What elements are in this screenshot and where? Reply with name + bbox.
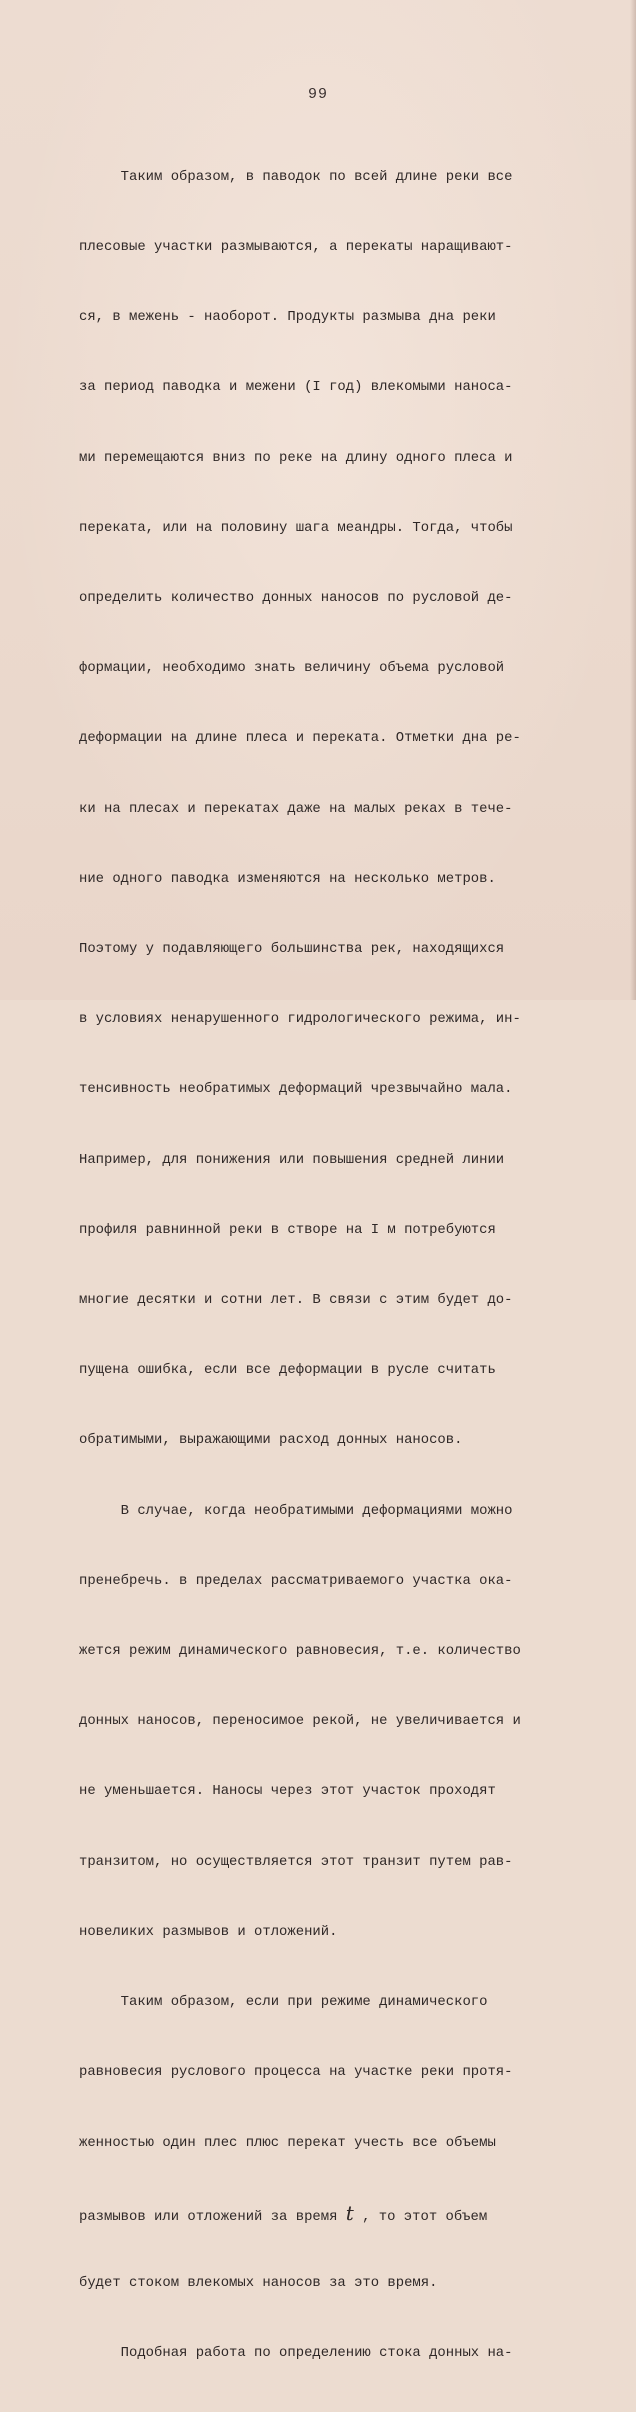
text-line: не уменьшается. Наносы через этот участок проходят bbox=[79, 1783, 496, 1800]
text-line: переката, или на половину шага меандры. Тогда, чтобы bbox=[79, 519, 513, 536]
time-symbol: t bbox=[345, 2200, 354, 2225]
text-line: за период паводка и межени (I год) влекомыми наноса- bbox=[79, 379, 513, 396]
text-line: ми перемещаются вниз по реке на длину одного плеса и bbox=[79, 449, 513, 466]
text-line: ки на плесах и перекатах даже на малых реках в тече- bbox=[79, 800, 513, 817]
text-line: ние одного паводка изменяются на несколько метров. bbox=[79, 870, 496, 887]
text-line: тенсивность необратимых деформаций чрезвычайно мала. bbox=[79, 1081, 513, 1098]
text-fragment: размывов или отложений за время bbox=[79, 2208, 346, 2225]
body-text bbox=[79, 119, 529, 2412]
text-line: в условиях ненарушенного гидрологического режима, ин- bbox=[79, 1011, 521, 1028]
text-line: Поэтому у подавляющего большинства рек, находящихся bbox=[79, 941, 505, 958]
page-edge-shadow bbox=[630, 0, 636, 1000]
text-line: донных наносов, переносимое рекой, не увеличивается и bbox=[79, 1713, 521, 1730]
text-line: Таким образом, если при режиме динамического bbox=[79, 1994, 488, 2011]
text-line: жется режим динамического равновесия, т.е. количество bbox=[79, 1643, 521, 1660]
page-number: 99 bbox=[307, 86, 328, 103]
text-line: деформации на длине плеса и переката. Отметки дна ре- bbox=[79, 730, 521, 747]
text-line: Таким образом, в паводок по всей длине реки все bbox=[79, 168, 513, 185]
text-line: женностью один плес плюс перекат учесть все объемы bbox=[79, 2134, 496, 2151]
text-line: Подобная работа по определению стока донных на- bbox=[79, 2345, 513, 2362]
text-line: будет стоком влекомых наносов за это время. bbox=[79, 2274, 438, 2291]
text-line: формации, необходимо знать величину объема русловой bbox=[79, 660, 505, 677]
text-line: В случае, когда необратимыми деформациями можно bbox=[79, 1502, 513, 1519]
text-line: определить количество донных наносов по русловой де- bbox=[79, 590, 513, 607]
text-line: транзитом, но осуществляется этот транзит путем рав- bbox=[79, 1853, 513, 1870]
text-line: профиля равнинной реки в створе на I м потребуются bbox=[79, 1221, 496, 1238]
text-line: обратимыми, выражающими расход донных наносов. bbox=[79, 1432, 463, 1449]
text-fragment: , то этот объем bbox=[353, 2208, 488, 2225]
text-line: многие десятки и сотни лет. В связи с этим будет до- bbox=[79, 1292, 513, 1309]
text-line: пущена ошибка, если все деформации в русле считать bbox=[79, 1362, 496, 1379]
text-line: пренебречь. в пределах рассматриваемого участка ока- bbox=[79, 1572, 513, 1589]
text-line: равновесия руслового процесса на участке реки протя- bbox=[79, 2064, 513, 2081]
text-line-time bbox=[79, 2202, 529, 2225]
text-line: плесовые участки размываются, а перекаты наращивают- bbox=[79, 239, 513, 256]
text-line: ся, в межень - наоборот. Продукты размыва дна реки bbox=[79, 309, 496, 326]
text-line: Например, для понижения или повышения средней линии bbox=[79, 1151, 505, 1168]
text-line: новеликих размывов и отложений. bbox=[79, 1923, 338, 1940]
